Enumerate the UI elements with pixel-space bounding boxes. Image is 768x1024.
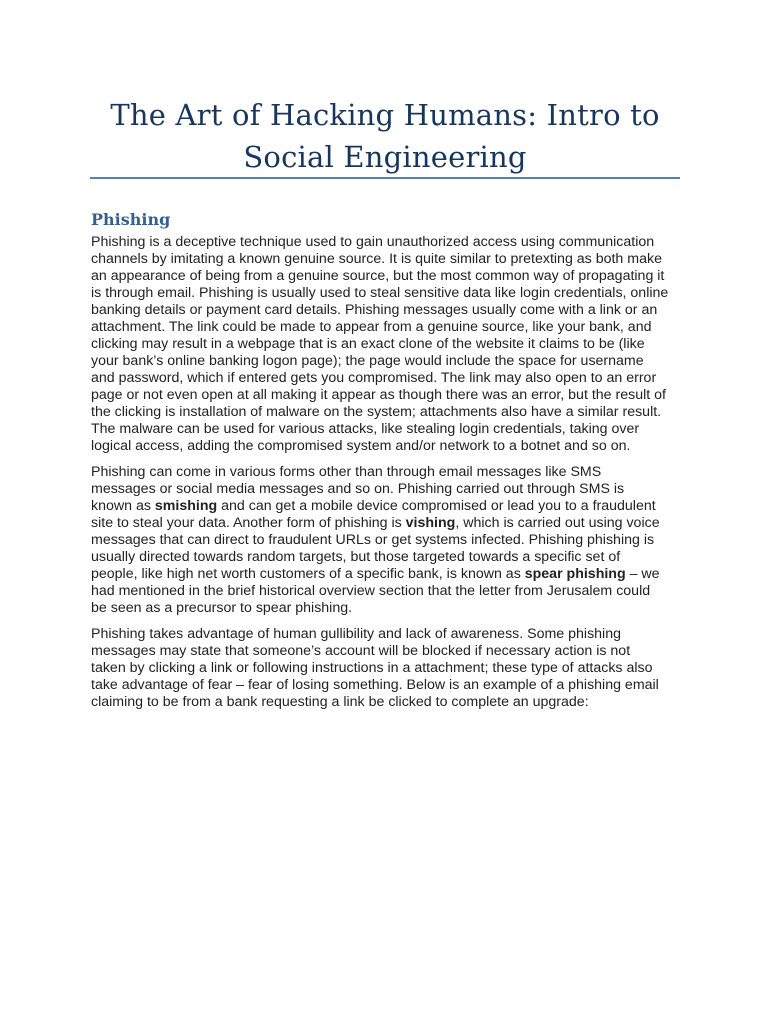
text-run: – we had mentioned in the brief historical overview section that the letter from Jerusalem could be seen as a precursor to spear phishing. [91, 566, 660, 616]
emphasized-term: spear phishing [524, 566, 626, 582]
text-run: Phishing can come in various forms other than through email messages like SMS messages or social media messages and so on. Phishing carried out through SMS is known as [91, 464, 625, 514]
section-heading-phishing: Phishing [91, 210, 171, 229]
paragraph-2 [91, 464, 681, 617]
document-title: The Art of Hacking Humans: Intro to Social Engineering [110, 98, 660, 174]
text-run: Phishing takes advantage of human gullibility and lack of awareness. Some phishing messages may state that someone’s account will be blocked if necessary action is not taken by clicking a link or following instructions in a attachment; these type of attacks also take advantage of fear – fear of losing something. Below is an example of a phishing email claiming to be from a bank requesting a link be clicked to complete an upgrade: [91, 626, 659, 710]
title-underline-rule [90, 177, 680, 179]
text-run: and can get a mobile device compromised or lead you to a fraudulent site to steal your data. Another form of phishing is [91, 498, 656, 531]
paragraph-3 [91, 626, 681, 711]
paragraph-1 [91, 234, 681, 455]
text-run: Phishing is a deceptive technique used to gain unauthorized access using communication channels by imitating a known genuine source. It is quite similar to pretexting as both make an appearance of being from a genuine source, but the most common way of propagating it is through email. Phishing is usually used to steal sensitive data like login credentials, online banking details or payment card details. Phishing messages usually come with a link or an attachment. The link could be made to appear from a genuine source, like your bank, and clicking may result in a webpage that is an exact clone of the website it claims to be (like your bank’s online banking logon page); the page would include the space for username and password, which if entered gets you compromised. The link may also open to an error page or not even open at all making it appear as though there was an error, but the result of the clicking is installation of malware on the system; attachments also have a similar result. The malware can be used for various attacks, like stealing login credentials, taking over logical access, adding the compromised system and/or network to a botnet and so on. [91, 234, 669, 454]
emphasized-term: vishing [405, 515, 456, 531]
emphasized-term: smishing [154, 498, 218, 514]
body-text [91, 234, 681, 720]
text-run: , which is carried out using voice messages that can direct to fraudulent URLs or get systems infected. Phishing phishing is usually directed towards random targets, but those targeted towards a specific set of people, like high net worth customers of a specific bank, is known as [91, 515, 660, 582]
